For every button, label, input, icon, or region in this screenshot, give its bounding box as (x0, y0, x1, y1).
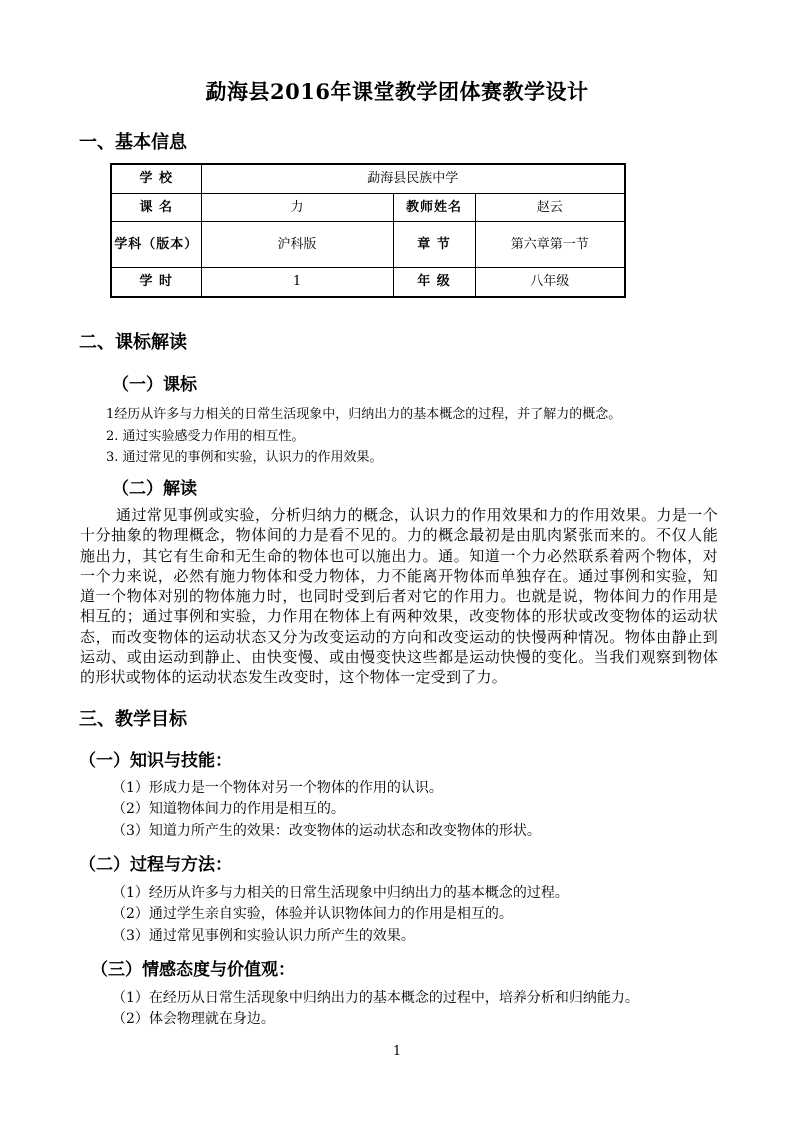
teacher-value: 赵云 (475, 193, 625, 221)
table-row (111, 267, 625, 297)
document-title: 勐海县2016年课堂教学团体赛教学设计 (205, 79, 589, 104)
page-number: 1 (392, 1044, 402, 1059)
standards-heading: （一）课标 (112, 375, 197, 395)
subject-value: 沪科版 (201, 221, 393, 267)
process-item: （2）通过学生亲自实验，体验并认识物体间力的作用是相互的。 (112, 906, 513, 922)
knowledge-item: （3）知道力所产生的效果：改变物体的运动状态和改变物体的形状。 (112, 823, 541, 839)
knowledge-item: （2）知道物体间力的作用是相互的。 (112, 801, 345, 817)
standard-item: 1经历从许多与力相关的日常生活现象中，归纳出力的基本概念的过程，并了解力的概念。 (106, 407, 622, 422)
process-item: （1）经历从许多与力相关的日常生活现象中归纳出力的基本概念的过程。 (112, 885, 569, 901)
school-label: 学 校 (111, 164, 201, 193)
table-row (111, 221, 625, 267)
subject-label: 学科（版本） (111, 221, 201, 267)
section-curriculum-heading: 二、课标解读 (79, 332, 187, 353)
teacher-label: 教师姓名 (393, 193, 475, 221)
section-objectives-heading: 三、教学目标 (79, 709, 187, 730)
process-item: （3）通过常见事例和实验认识力所产生的效果。 (112, 928, 415, 944)
hours-label: 学 时 (111, 267, 201, 297)
process-heading: （二）过程与方法： (79, 855, 232, 875)
school-value: 勐海县民族中学 (201, 164, 625, 193)
emotion-item: （1）在经历从日常生活现象中归纳出力的基本概念的过程中，培养分析和归纳能力。 (112, 990, 639, 1006)
lesson-label: 课 名 (111, 193, 201, 221)
emotion-item: （2）体会物理就在身边。 (112, 1011, 275, 1027)
chapter-value: 第六章第一节 (475, 221, 625, 267)
grade-label: 年 级 (393, 267, 475, 297)
chapter-label: 章 节 (393, 221, 475, 267)
section-basic-info-heading: 一、基本信息 (79, 132, 187, 153)
standard-item: 2. 通过实验感受力作用的相互性。 (106, 429, 305, 444)
table-row (111, 164, 625, 193)
grade-value: 八年级 (475, 267, 625, 297)
interpretation-heading: （二）解读 (112, 479, 197, 499)
interpretation-paragraph: 通过常见事例或实验，分析归纳力的概念，认识力的作用效果和力的作用效果。力是一个十分抽象的物理概念，物体间的力是看不见的。力的概念最初是由肌肉紧张而来的。不仅人能施出力，其它有生命和无生命的物体也可以施出力。通。知道一个力必然联系着两个物体，对一个力来说，必然有施力物体和受力物体，力不能离开物体而单独存在。通过事例和实验，知道一个物体对别的物体施力时，也同时受到后者对它的作用力。也就是说，物体间力的作用是相互的；通过事例和实验，力作用在物体上有两种效果，改变物体的形状或改变物体的运动状态，而改变物体的运动状态又分为改变运动的方向和改变运动的快慢两种情况。物体由静止到运动、或由运动到静止、由快变慢、或由慢变快这些都是运动快慢的变化。当我们观察到物体的形状或物体的运动状态发生改变时，这个物体一定受到了力。 (80, 506, 718, 687)
basic-info-table (110, 163, 626, 298)
knowledge-item: （1）形成力是一个物体对另一个物体的作用的认识。 (112, 780, 443, 796)
knowledge-heading: （一）知识与技能： (79, 751, 232, 771)
lesson-value: 力 (201, 193, 393, 221)
standard-item: 3. 通过常见的事例和实验，认识力的作用效果。 (106, 450, 383, 465)
emotion-heading: （三）情感态度与价值观： (91, 960, 295, 980)
hours-value: 1 (201, 267, 393, 297)
table-row (111, 193, 625, 221)
